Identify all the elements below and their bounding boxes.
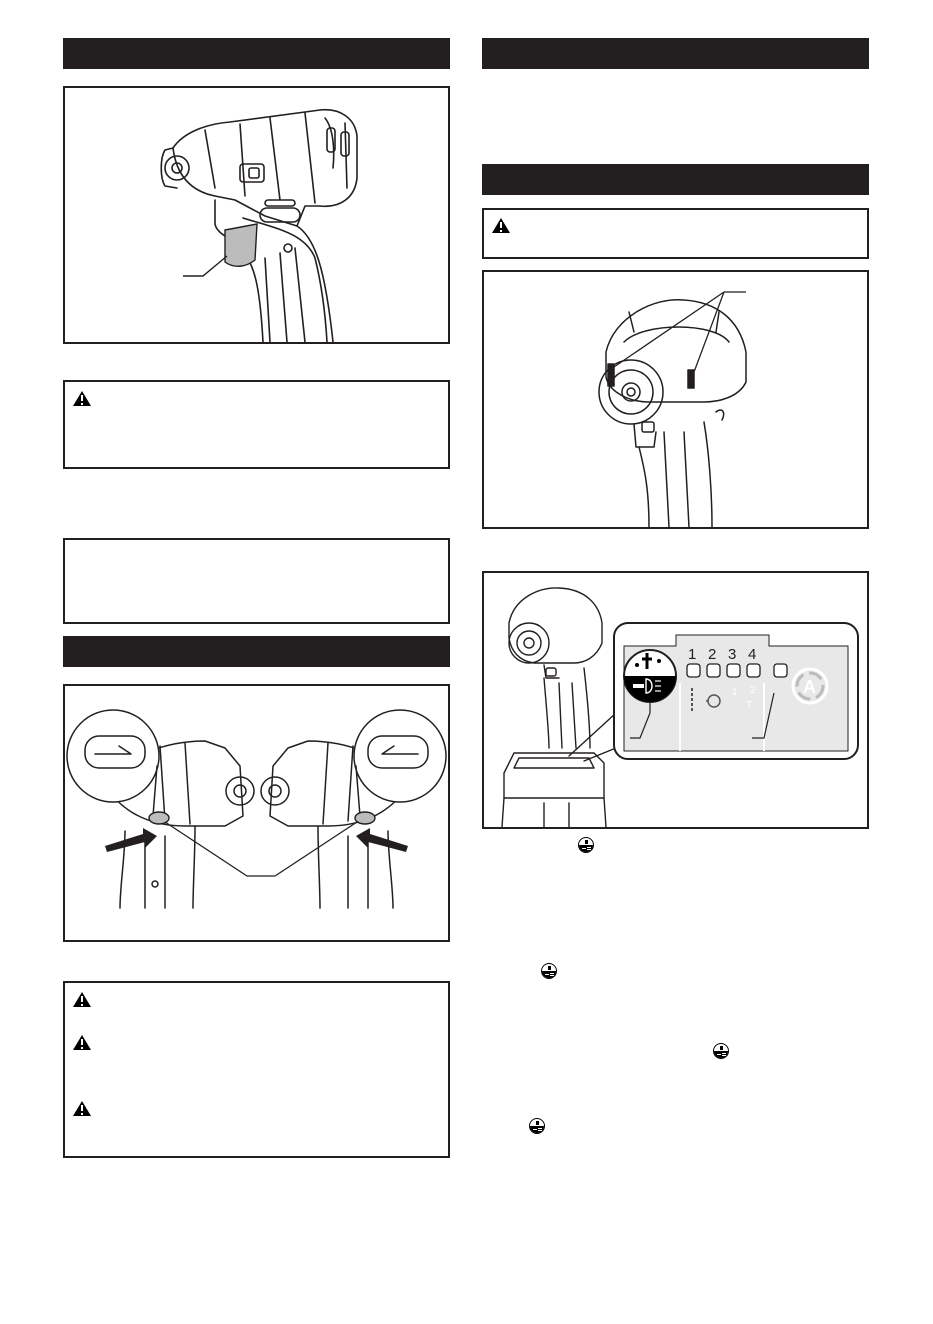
- figure-reversing-switch: [63, 684, 450, 942]
- warning-box-1: [63, 380, 450, 469]
- warning-triangle-icon: [73, 391, 91, 406]
- light-button-icon: [713, 1043, 729, 1059]
- warning-triangle-icon: [492, 218, 510, 233]
- mode-label-t: T: [746, 700, 753, 711]
- warning-triangle-icon: [73, 1101, 91, 1116]
- speed-label-4: 4: [748, 646, 757, 663]
- figure-front-lamps: [482, 270, 869, 529]
- note-box: [63, 538, 450, 624]
- figure-switch-trigger: [63, 86, 450, 344]
- warning-triangle-icon: [73, 1035, 91, 1050]
- speed-label-1: 1: [688, 646, 697, 663]
- section-header-bar-1: [63, 38, 450, 69]
- tool-illustration-trigger: [65, 88, 448, 342]
- light-button-icon: [541, 963, 557, 979]
- section-header-bar-3: [482, 38, 869, 69]
- tool-illustration-front-lamps: [484, 272, 867, 527]
- light-button-icon: [578, 837, 594, 853]
- warning-box-3: [482, 208, 869, 259]
- mode-label-2: 2: [750, 685, 756, 696]
- section-header-bar-4: [482, 164, 869, 195]
- light-button-icon: [529, 1118, 545, 1134]
- warning-triangle-icon: [73, 992, 91, 1007]
- mode-label-a: A: [803, 677, 816, 697]
- mode-label-1: 1: [732, 687, 738, 698]
- section-header-bar-2: [63, 636, 450, 667]
- tool-illustration-reversing-switch: [65, 686, 448, 940]
- speed-label-3: 3: [728, 646, 737, 663]
- warning-box-2: [63, 981, 450, 1158]
- figure-control-panel: [482, 571, 869, 829]
- tool-illustration-control-panel: [484, 573, 867, 827]
- speed-label-2: 2: [708, 646, 717, 663]
